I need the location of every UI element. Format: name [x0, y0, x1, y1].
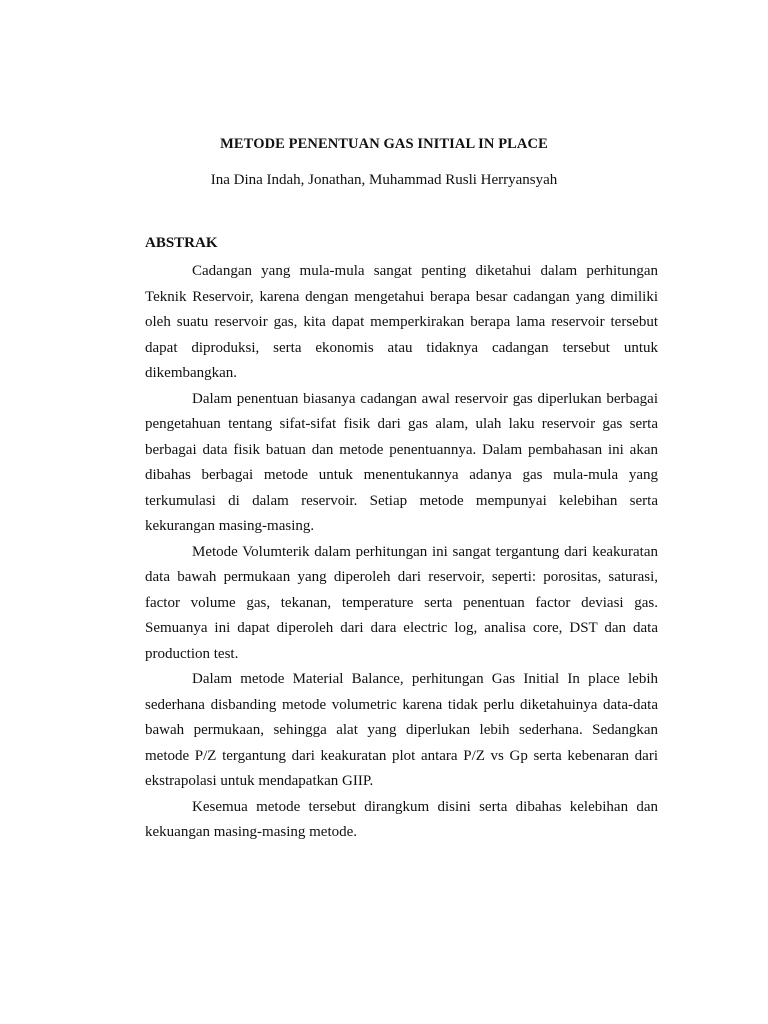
abstract-paragraph-1: Cadangan yang mula-mula sangat penting diketahui dalam perhitungan Teknik Reservoir, karena dengan mengetahui berapa besar cadangan yang dimiliki oleh suatu reservoir gas, kita dapat memperkirakan berapa lama reservoir tersebut dapat diproduksi, serta ekonomis atau tidaknya cadangan tersebut untuk dikembangkan. — [145, 263, 658, 381]
abstract-paragraph-5: Kesemua metode tersebut dirangkum disini serta dibahas kelebihan dan kekuangan masing-masing metode. — [145, 798, 658, 840]
document-authors: Ina Dina Indah, Jonathan, Muhammad Rusli Herryansyah — [210, 172, 558, 188]
abstract-body — [145, 259, 658, 846]
abstract-paragraph-4: Dalam metode Material Balance, perhitungan Gas Initial In place lebih sederhana disbanding metode volumetric karena tidak perlu diketahuinya data-data bawah permukaan, sehingga alat yang diperlukan lebih sederhana. Sedangkan metode P/Z tergantung dari keakuratan plot antara P/Z vs Gp serta kebenaran dari ekstrapolasi untuk mendapatkan GIIP. — [145, 671, 658, 789]
abstract-paragraph-2: Dalam penentuan biasanya cadangan awal reservoir gas diperlukan berbagai pengetahuan tentang sifat-sifat fisik dari gas alam, ulah laku reservoir gas serta berbagai data fisik batuan dan metode penentuannya. Dalam pembahasan ini akan dibahas berbagai metode untuk menentukannya adanya gas mula-mula yang terkumulasi di dalam reservoir. Setiap metode mempunyai kelebihan serta kekurangan masing-masing. — [145, 390, 658, 534]
abstract-paragraph-3: Metode Volumterik dalam perhitungan ini sangat tergantung dari keakuratan data bawah permukaan yang diperoleh dari reservoir, seperti: porositas, saturasi, factor volume gas, tekanan, temperature serta penentuan factor deviasi gas. Semuanya ini dapat diperoleh dari dara electric log, analisa core, DST dan data production test. — [145, 543, 658, 662]
section-heading-abstract: ABSTRAK — [145, 235, 218, 251]
document-title: METODE PENENTUAN GAS INITIAL IN PLACE — [220, 136, 548, 152]
